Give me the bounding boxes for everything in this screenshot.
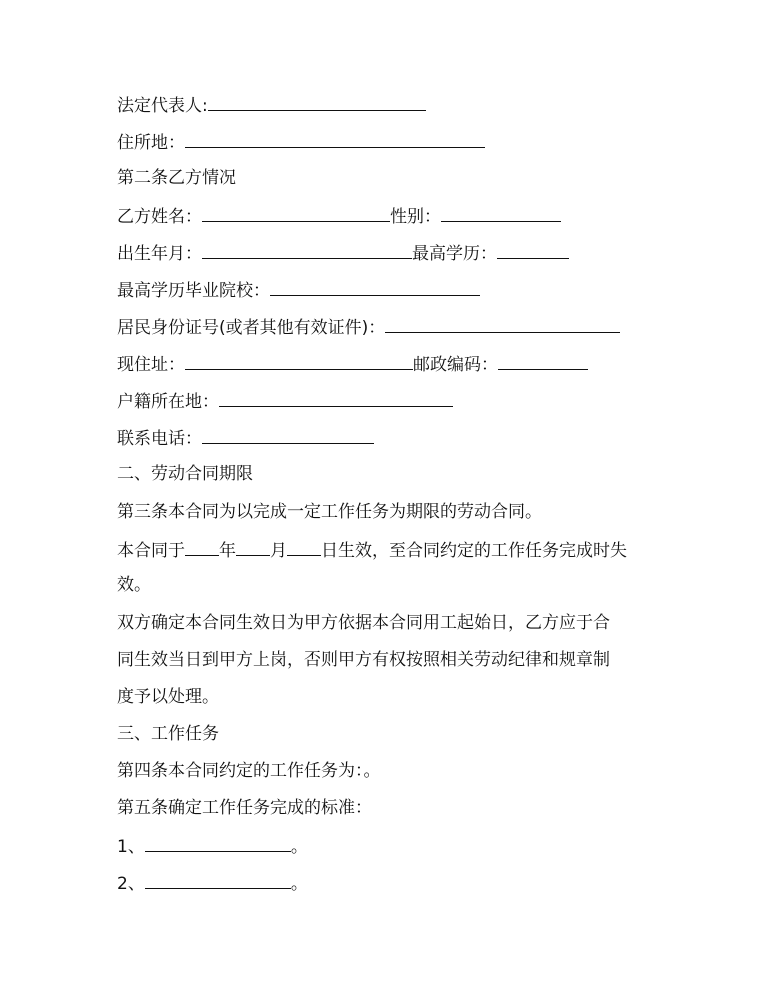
paragraph-text: 双方确定本合同生效日为甲方依据本合同用工起始日，乙方应于合	[117, 613, 610, 633]
household-registration-line	[117, 388, 453, 414]
paragraph-line	[117, 611, 610, 635]
section-party-b-heading	[117, 166, 236, 190]
paragraph-line	[117, 648, 610, 672]
section-term-heading	[117, 462, 253, 486]
list-item	[117, 870, 308, 896]
label-address: 现住址：	[117, 355, 185, 375]
blank-field	[236, 537, 270, 556]
phone-line	[117, 425, 374, 451]
article-3-line	[117, 500, 542, 524]
effective-date-line	[117, 537, 627, 563]
blank-field	[441, 203, 561, 222]
party-b-name-gender-line	[117, 203, 561, 229]
section-tasks-heading	[117, 722, 219, 746]
blank-field	[185, 351, 413, 370]
blank-field	[208, 92, 426, 111]
paragraph-text: 效。	[117, 575, 151, 595]
label-postcode: 邮政编码：	[413, 355, 498, 375]
text-segment: 。	[290, 837, 308, 857]
blank-field	[202, 425, 374, 444]
paragraph-text: 同生效当日到甲方上岗，否则甲方有权按照相关劳动纪律和规章制	[117, 650, 610, 670]
label-birth: 出生年月：	[117, 244, 202, 264]
heading-text: 第二条乙方情况	[117, 168, 236, 188]
label-domicile: 住所地：	[117, 133, 185, 153]
text-segment: 月	[270, 541, 287, 561]
label-legal-representative: 法定代表人:	[117, 96, 208, 116]
blank-field	[498, 351, 588, 370]
list-number: 2、	[117, 874, 145, 894]
domicile-line	[117, 129, 485, 155]
article-4-line	[117, 759, 381, 783]
legal-representative-line	[117, 92, 426, 118]
address-postcode-line	[117, 351, 588, 377]
text-segment: 日生效，至合同约定的工作任务完成时失	[321, 541, 627, 561]
label-id-number: 居民身份证号(或者其他有效证件)：	[117, 318, 386, 338]
label-education: 最高学历：	[412, 244, 497, 264]
label-gender: 性别：	[390, 207, 441, 227]
label-household: 户籍所在地：	[117, 392, 219, 412]
heading-text: 二、劳动合同期限	[117, 464, 253, 484]
birth-education-line	[117, 240, 569, 266]
label-phone: 联系电话：	[117, 429, 202, 449]
graduation-school-line	[117, 277, 480, 303]
paragraph-text: 度予以处理。	[117, 687, 219, 707]
heading-text: 三、工作任务	[117, 724, 219, 744]
blank-field	[219, 388, 453, 407]
id-number-line	[117, 314, 620, 340]
list-number: 1、	[117, 837, 145, 857]
blank-field	[145, 870, 291, 889]
blank-field	[145, 833, 291, 852]
blank-field	[185, 537, 219, 556]
blank-field	[497, 240, 569, 259]
blank-field	[185, 129, 485, 148]
blank-field	[287, 537, 321, 556]
paragraph-text: 第三条本合同为以完成一定工作任务为期限的劳动合同。	[117, 502, 542, 522]
list-item	[117, 833, 308, 859]
paragraph-line	[117, 573, 151, 597]
text-segment: 本合同于	[117, 541, 185, 561]
blank-field	[385, 314, 620, 333]
label-name: 乙方姓名：	[117, 207, 202, 227]
blank-field	[202, 240, 412, 259]
label-school: 最高学历毕业院校：	[117, 281, 270, 301]
text-segment: 年	[219, 541, 236, 561]
blank-field	[270, 277, 480, 296]
paragraph-text: 第五条确定工作任务完成的标准：	[117, 798, 372, 818]
paragraph-text: 第四条本合同约定的工作任务为：。	[117, 761, 381, 781]
text-segment: 。	[290, 874, 308, 894]
article-5-line	[117, 796, 372, 820]
blank-field	[202, 203, 390, 222]
paragraph-line	[117, 685, 219, 709]
